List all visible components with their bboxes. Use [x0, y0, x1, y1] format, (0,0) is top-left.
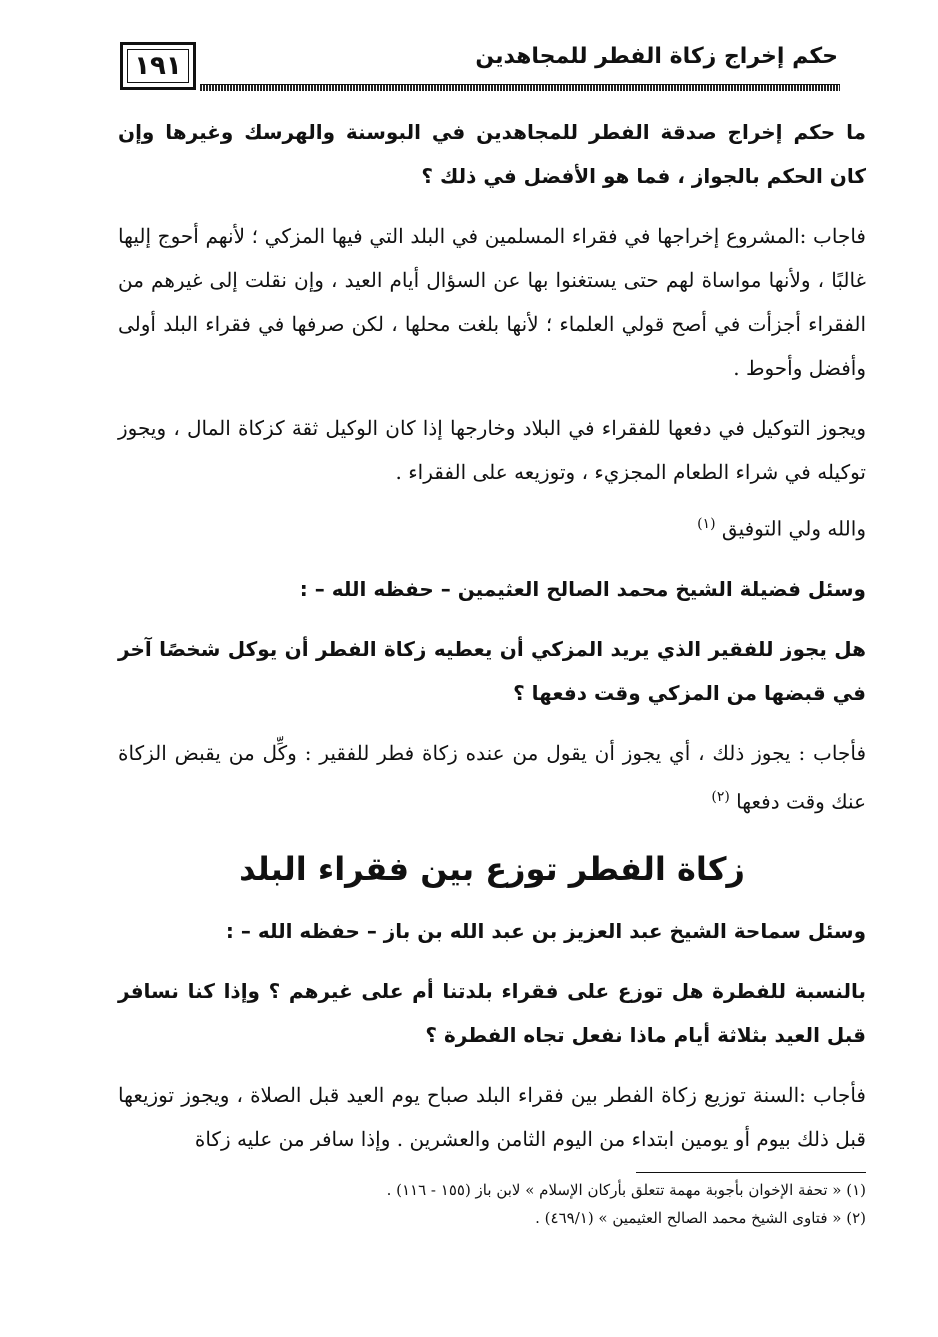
question-1: ما حكم إخراج صدقة الفطر للمجاهدين في البوسنة والهرسك وغيرها وإن كان الحكم بالجواز ، فما هو الأفضل في ذلك ؟	[118, 120, 866, 188]
answer-1-continued: ويجوز التوكيل في دفعها للفقراء في البلاد وخارجها إذا كان الوكيل ثقة كزكاة المال ، ويجوز توكيله في شراء الطعام المجزيء ، وتوزيعه على الفقراء .	[118, 416, 866, 484]
footnote-ref-1: (١)	[697, 516, 716, 532]
footnote-1: (١) « تحفة الإخوان بأجوبة مهمة تتعلق بأركان الإسلام » لابن باز (١٥٥ - ١١٦) .	[386, 1181, 866, 1199]
question-3: بالنسبة للفطرة هل توزع على فقراء بلدتنا أم على غيرهم ؟ وإذا كنا نسافر قبل العيد بثلاثة أيام ماذا نفعل تجاه الفطرة ؟	[118, 979, 866, 1048]
answer-2	[118, 731, 866, 824]
page-number: ١٩١	[134, 51, 182, 81]
question-intro-2: وسئل فضيلة الشيخ محمد الصالح العثيمين – حفظه الله – :	[299, 576, 866, 601]
answer-3: فأجاب :السنة توزيع زكاة الفطر بين فقراء البلد صباح يوم العيد قبل الصلاة ، ويجوز توزيعها قبل ذلك بيوم أو يومين ابتداء من اليوم الثامن والعشرين . وإذا سافر من عليه زكاة	[118, 1083, 866, 1152]
running-title: حكم إخراج زكاة الفطر للمجاهدين	[475, 44, 838, 69]
closing-text: والله ولي التوفيق	[721, 516, 866, 541]
closing-line	[118, 502, 866, 551]
footnote-rule	[636, 1172, 866, 1173]
main-content	[118, 110, 866, 1177]
page-number-box	[120, 42, 196, 90]
answer-2-text: فأجاب : يجوز ذلك ، أي يجوز أن يقول من عنده زكاة فطر للفقير : وكِّل من يقبض الزكاة عنك وقت دفعها	[118, 740, 867, 814]
question-2: هل يجوز للفقير الذي يريد المزكي أن يعطيه زكاة الفطر أن يوكل شخصًا آخر في قبضها من المزكي وقت دفعها ؟	[118, 636, 866, 705]
footnote-2: (٢) « فتاوى الشيخ محمد الصالح العثيمين » (٤٦٩/١) .	[535, 1209, 866, 1227]
section-heading: زكاة الفطر توزع بين فقراء البلد	[239, 850, 745, 889]
page-header	[118, 40, 840, 92]
footnote-ref-2: (٢)	[711, 788, 730, 805]
question-intro-3: وسئل سماحة الشيخ عبد العزيز بن عبد الله بن باز – حفظه الله – :	[225, 919, 866, 944]
footnotes	[118, 1176, 866, 1232]
header-rule	[200, 84, 840, 91]
answer-1: فاجاب :المشروع إخراجها في فقراء المسلمين في البلد التي فيها المزكي ؛ لأنهم أحوج إليها غالبًا ، ولأنها مواساة لهم حتى يستغنوا بها عن السؤال أيام العيد ، وإن نقلت إلى غيرهم من الفقراء أجزأت في أصح قولي العلماء ؛ لأنها بلغت محلها ، لكن صرفها في فقراء البلد أولى وأفضل وأحوط .	[118, 224, 866, 380]
